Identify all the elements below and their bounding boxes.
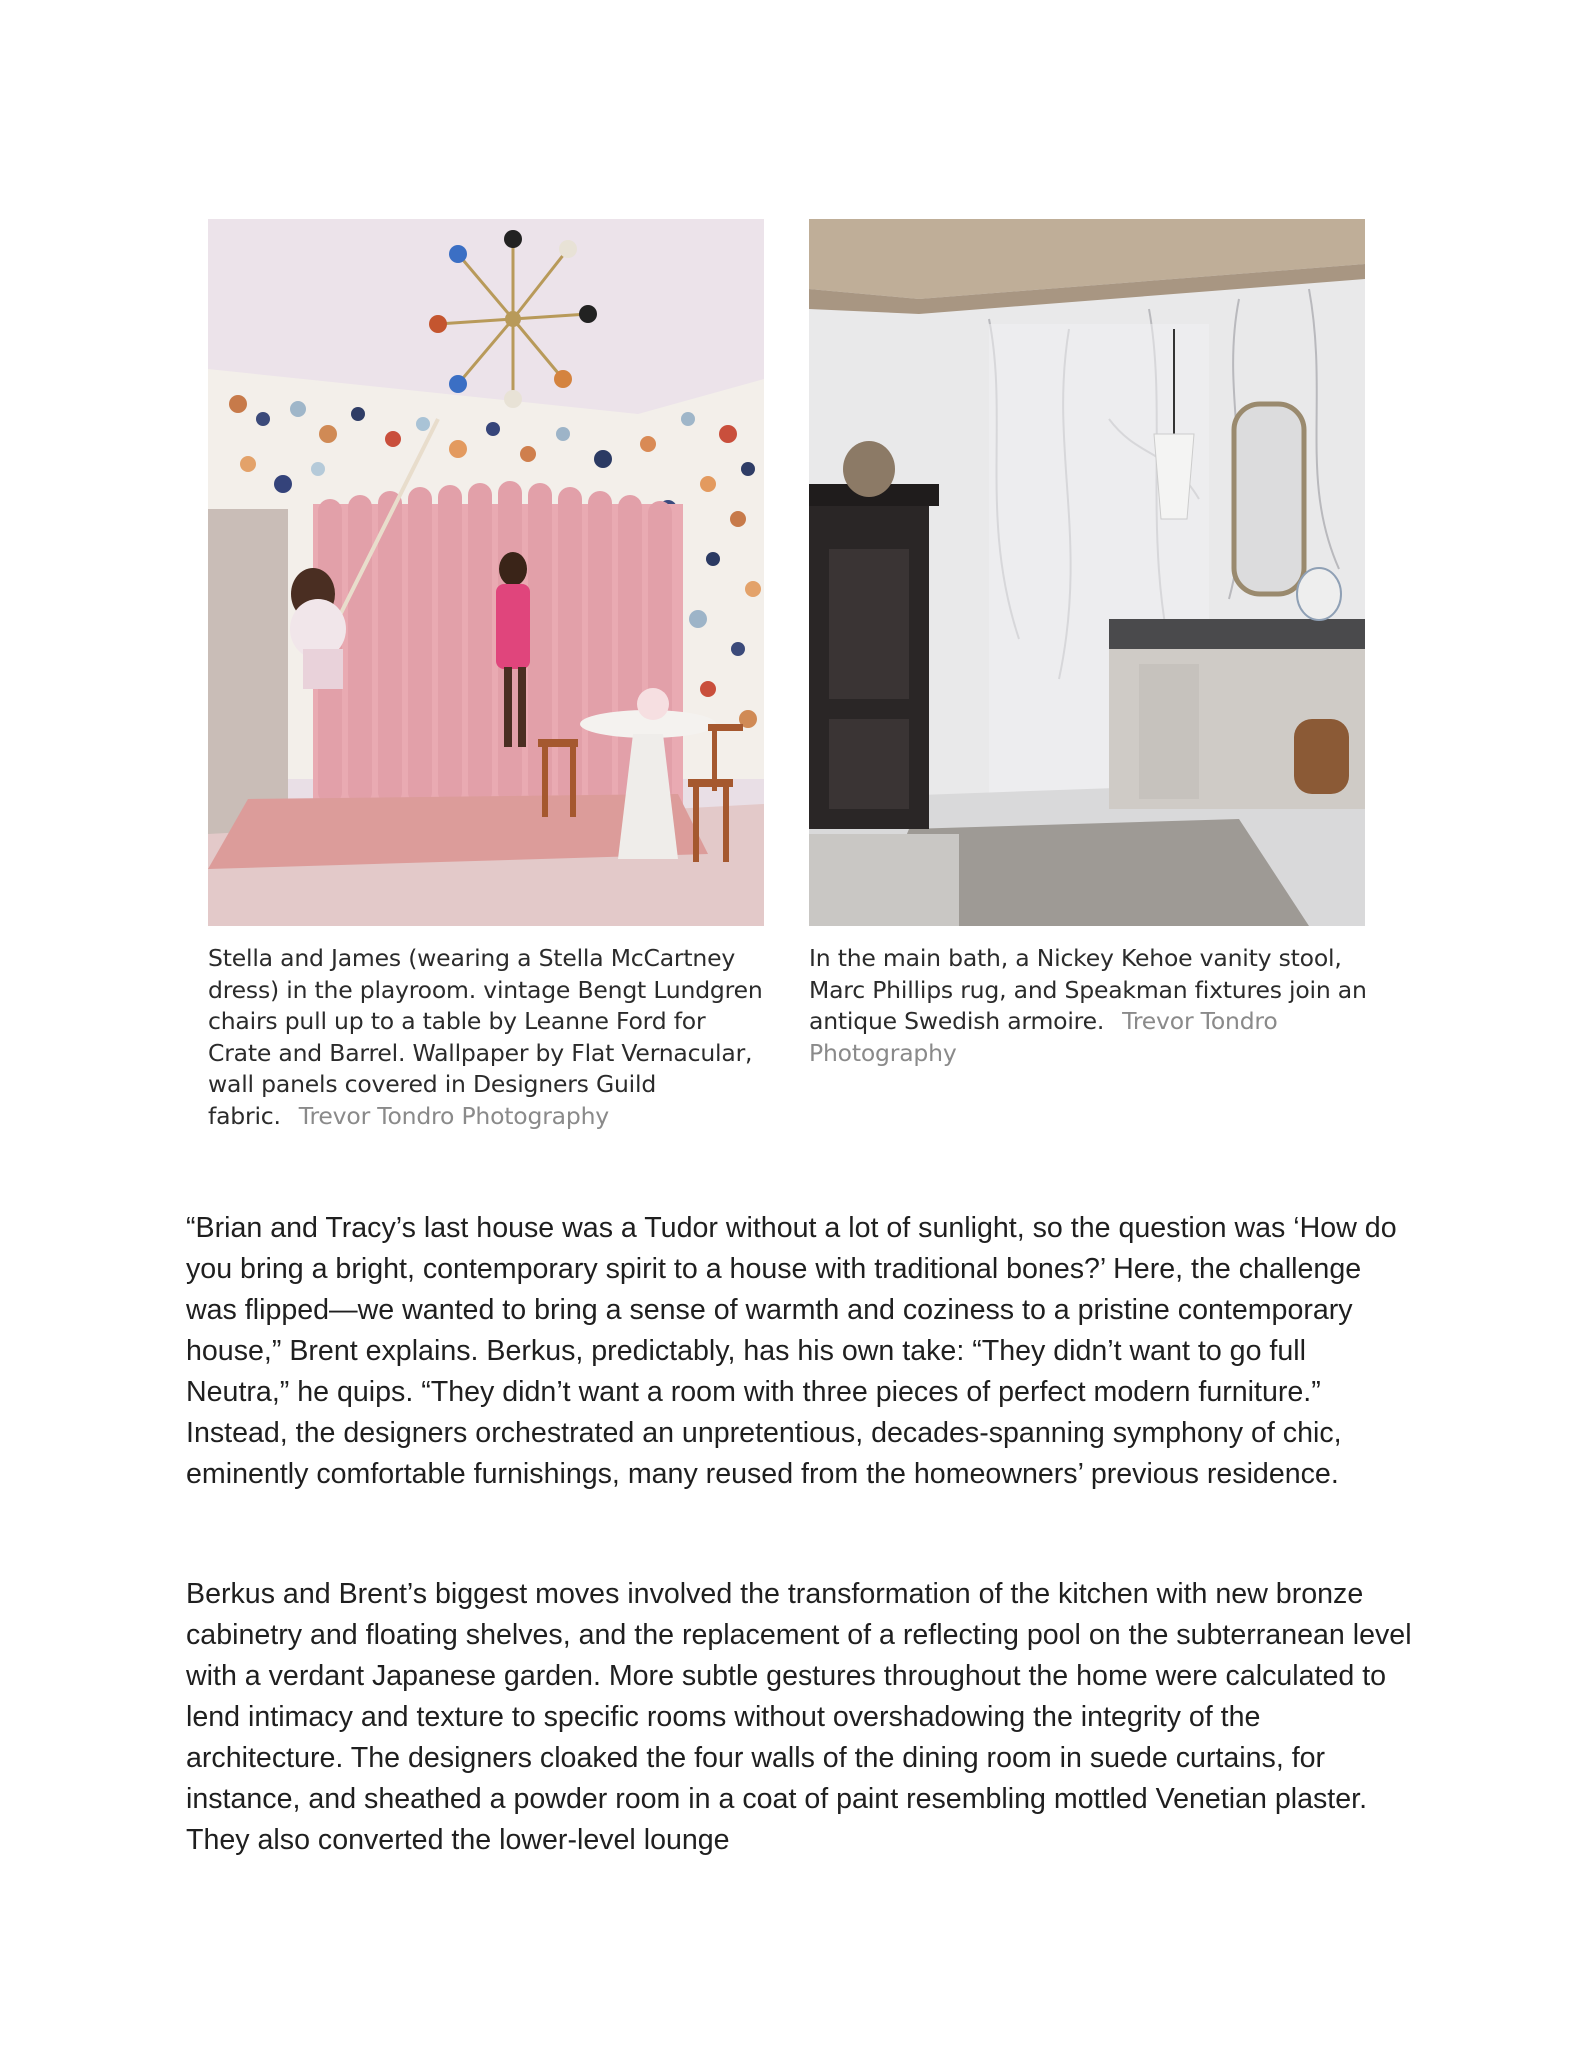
- article-paragraph: Berkus and Brent’s biggest moves involved the transformation of the kitchen with new bronze cabinetry and floating shelves, and the replacement of a reflecting pool on the subterranean level with a verdant Japanese garden. More subtle gestures throughout the home were calculated to lend intimacy and texture to specific rooms without overshadowing the integrity of the architecture. The designers cloaked the four walls of the dining room in suede curtains, for instance, and sheathed a powder room in a coat of paint resembling mottled Venetian plaster. They also converted the lower-level lounge: [186, 1578, 1412, 1856]
- photo-credit: Trevor Tondro Photography: [298, 1101, 609, 1130]
- playroom-illustration: [208, 219, 764, 926]
- photo-credit: Trevor Tondro Photography: [809, 1007, 1278, 1067]
- playroom-photo: [208, 219, 764, 926]
- bath-photo: [809, 219, 1365, 926]
- armoire: [809, 484, 939, 829]
- article-paragraph: “Brian and Tracy’s last house was a Tudor without a lot of sunlight, so the question was ‘How do you bring a bright, contemporary spirit to a house with traditional bones?’ Here, the challenge was flipped—we wanted to bring a sense of warmth and coziness to a pristine contemporary house,” Brent explains. Berkus, predictably, has his own take: “They didn’t want to go full Neutra,” he quips. “They didn’t want a room with three pieces of perfect modern furniture.” Instead, the designers orchestrated an unpretentious, decades-spanning symphony of chic, eminently comfortable furnishings, many reused from the homeowners’ previous residence.: [186, 1212, 1397, 1490]
- playroom-caption: [208, 943, 768, 1132]
- caption-text: Stella and James (wearing a Stella McCartney dress) in the playroom. vintage Bengt Lundgren chairs pull up to a table by Leanne Ford for Crate and Barrel. Wallpaper by Flat Vernacular, wall panels covered in Designers Guild fabric.: [208, 944, 763, 1130]
- bath-illustration: [809, 219, 1365, 926]
- bath-caption: [809, 943, 1369, 1069]
- caption-text: In the main bath, a Nickey Kehoe vanity stool, Marc Phillips rug, and Speakman fixtures join an antique Swedish armoire.: [809, 944, 1367, 1035]
